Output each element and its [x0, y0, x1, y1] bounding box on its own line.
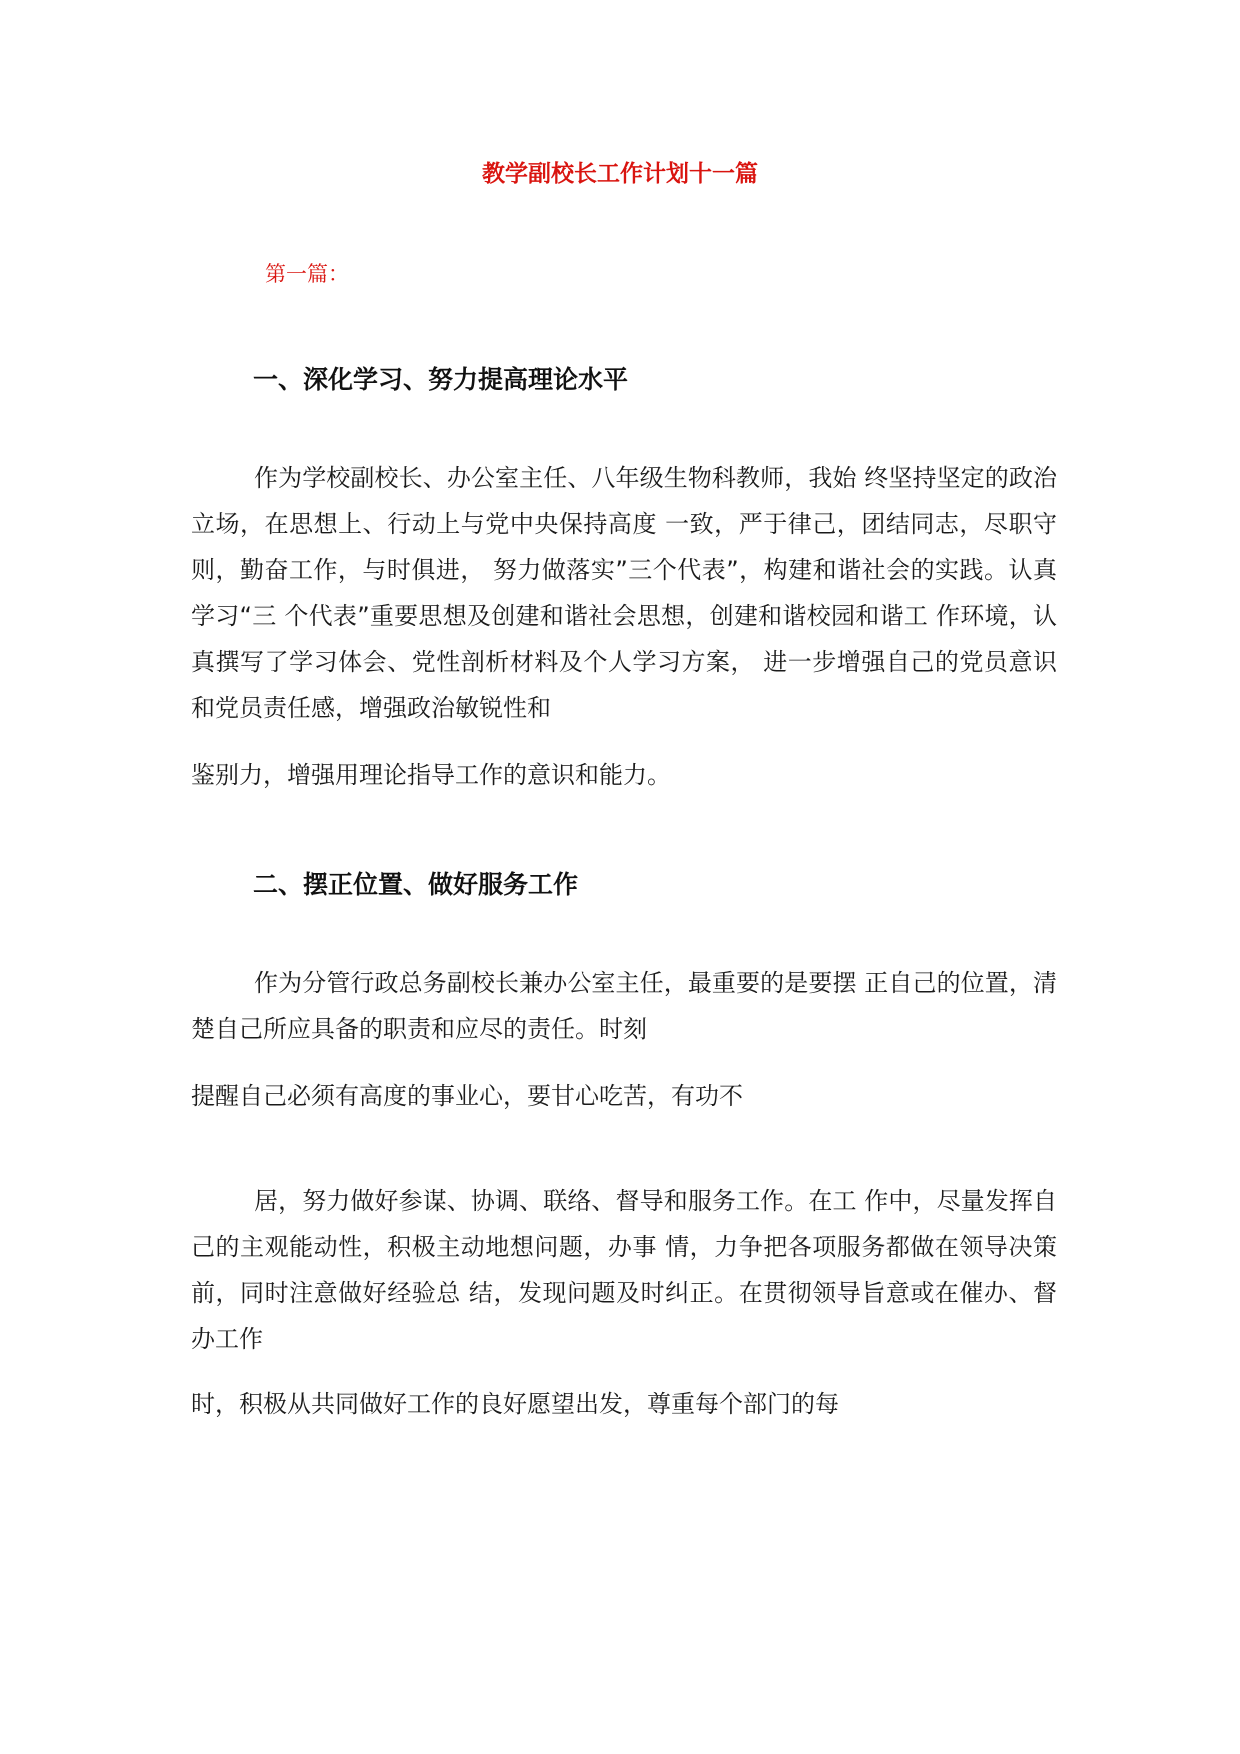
- section2-paragraph2: 提醒自己必须有高度的事业心，要甘心吃苦，有功不: [191, 1082, 743, 1110]
- section2-paragraph3: 居，努力做好参谋、协调、联络、督导和服务工作。在工 作中，尽量发挥自己的主观能动性，积极主动地想问题，办事 情，力争把各项服务都做在领导决策前，同时注意做好经验总 结，发现问题及时纠正。在贯彻领导旨意或在催办、督办工作: [191, 1187, 1057, 1353]
- section1-paragraph1: 作为学校副校长、办公室主任、八年级生物科教师，我始 终坚持坚定的政治立场，在思想上、行动上与党中央保持高度 一致，严于律己，团结同志，尽职守则，勤奋工作，与时俱进， 努力做落实”三个代表”，构建和谐社会的实践。认真学习“三 个代表”重要思想及创建和谐社会思想，创建和谐校园和谐工 作环境，认真撰写了学习体会、党性剖析材料及个人学习方案， 进一步增强自己的党员意识和党员责任感，增强政治敏锐性和: [191, 464, 1057, 722]
- section2-paragraph1: 作为分管行政总务副校长兼办公室主任，最重要的是要摆 正自己的位置，清楚自己所应具备的职责和应尽的责任。时刻: [191, 969, 1057, 1043]
- document-title: 教学副校长工作计划十一篇: [482, 161, 758, 187]
- part-label: 第一篇：: [265, 262, 349, 286]
- section1-paragraph2: 鉴别力，增强用理论指导工作的意识和能力。: [191, 761, 671, 789]
- section2-heading: 二、摆正位置、做好服务工作: [253, 870, 579, 899]
- section1-heading: 一、深化学习、努力提高理论水平: [253, 365, 629, 394]
- section2-paragraph4: 时，积极从共同做好工作的良好愿望出发，尊重每个部门的每: [191, 1390, 839, 1418]
